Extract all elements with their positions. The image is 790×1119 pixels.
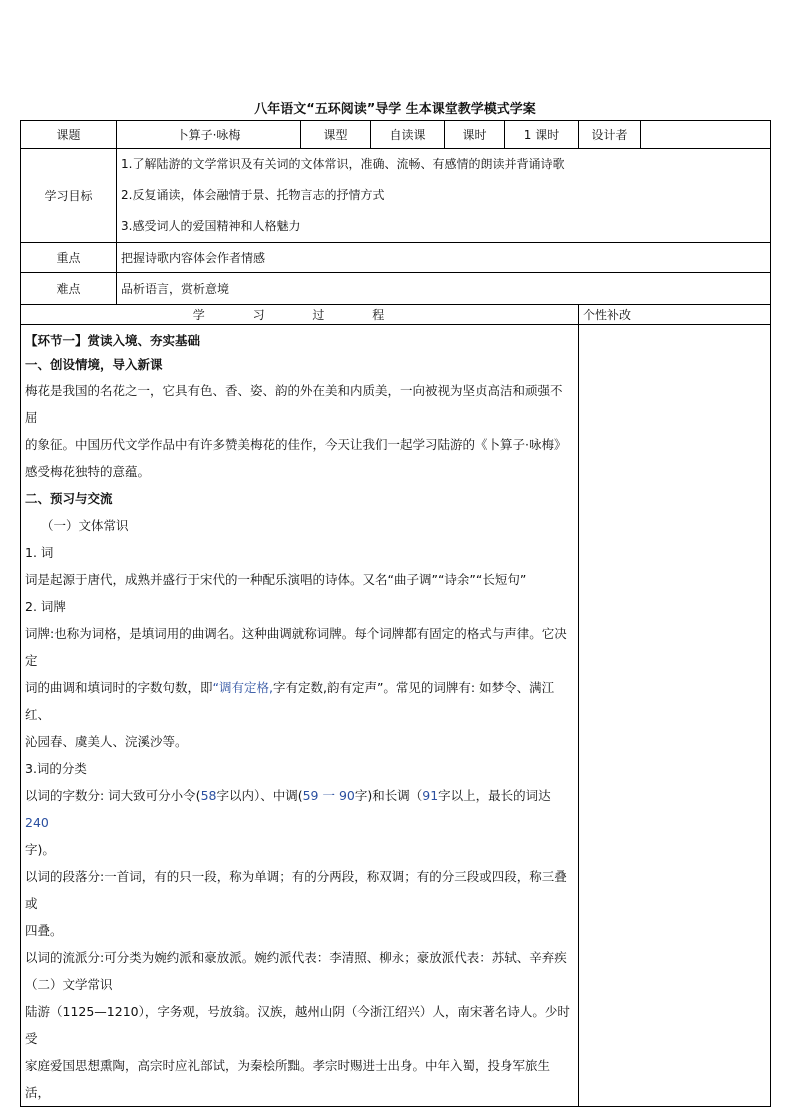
- lesson-plan-table: [20, 120, 771, 1107]
- type-label: 课型: [301, 121, 371, 149]
- side-notes-area: [579, 325, 771, 1107]
- process-header-row: [21, 305, 771, 325]
- paragraph: 感受梅花独特的意蕴。: [25, 464, 151, 479]
- paragraph: 家庭爱国思想熏陶，高宗时应礼部试，为秦桧所黜。孝宗时赐进士出身。中年入蜀，投身军旅生活，: [25, 1058, 551, 1100]
- part2-heading: 二、预习与交流: [25, 491, 113, 506]
- document-title: 八年语文“五环阅读”导学 生本课堂教学模式学案: [254, 102, 536, 117]
- text-span: 字)和长调（: [354, 788, 423, 803]
- header-row: [21, 121, 771, 149]
- paragraph: 以词的流派分:可分类为婉约派和豪放派。婉约派代表：李清照、柳永；豪放派代表：苏轼、辛弃疾: [25, 950, 567, 965]
- difficulty-row: [21, 273, 771, 305]
- text-span: 以词的字数分: 词大致可分小令(: [25, 788, 201, 803]
- paragraph: 梅花是我国的名花之一，它具有色、香、姿、韵的外在美和内质美，一向被视为坚贞高洁和顽强不屈: [25, 383, 563, 425]
- paragraph: 的象征。中国历代文学作品中有许多赞美梅花的佳作，今天让我们一起学习陆游的《卜算子·咏梅》: [25, 437, 567, 452]
- focus-value: 把握诗歌内容体会作者情感: [117, 243, 771, 273]
- goals-label: 学习目标: [21, 149, 117, 243]
- goals-row: [21, 149, 771, 243]
- course-label: 课题: [21, 121, 117, 149]
- goal-item: 2.反复诵读，体会融情于景、托物言志的抒情方式: [121, 188, 385, 202]
- goal-item: 1.了解陆游的文学常识及有关词的文体常识，准确、流畅、有感情的朗读并背诵诗歌: [121, 157, 565, 171]
- paragraph: 陆游（1125—1210），字务观，号放翁。汉族，越州山阴（今浙江绍兴）人，南宋著名诗人。少时受: [25, 1004, 570, 1046]
- hours-label: 课时: [445, 121, 505, 149]
- highlight-span: “调有定格,: [212, 680, 273, 695]
- focus-row: [21, 243, 771, 273]
- goal-item: 3.感受词人的爱国精神和人格魅力: [121, 219, 301, 233]
- number-span: 58: [200, 788, 217, 803]
- paragraph: 四叠。: [25, 923, 63, 938]
- type-value: 自读课: [371, 121, 445, 149]
- designer-label: 设计者: [579, 121, 641, 149]
- ci-heading: 1. 词: [25, 545, 54, 560]
- subsection-heading: （一）文体常识: [41, 518, 129, 533]
- text-span: 字有定数,韵有定声”。常见的词牌有: 如梦令、满江红、: [25, 680, 555, 722]
- difficulty-value: 品析语言，赏析意境: [117, 273, 771, 305]
- classification-heading: 3.词的分类: [25, 761, 87, 776]
- course-value: 卜算子·咏梅: [117, 121, 301, 149]
- text-span: 字以内）、中调(: [216, 788, 303, 803]
- difficulty-label: 难点: [21, 273, 117, 305]
- number-span: 240: [25, 815, 49, 830]
- hours-value: 1 课时: [505, 121, 579, 149]
- paragraph: 词牌:也称为词格，是填词用的曲调名。这种曲调就称词牌。每个词牌都有固定的格式与声律。它决定: [25, 626, 567, 668]
- goals-list: [117, 149, 771, 243]
- subsection-heading: （二）文学常识: [25, 977, 113, 992]
- paragraph: 沁园春、虞美人、浣溪沙等。: [25, 734, 188, 749]
- paragraph: [25, 782, 574, 836]
- lesson-content: [21, 325, 579, 1107]
- text-span: 字以上，最长的词达: [438, 788, 551, 803]
- paragraph: 词是起源于唐代，成熟并盛行于宋代的一种配乐演唱的诗体。又名“曲子调”“诗余”“长短句”: [25, 572, 527, 587]
- designer-value: [641, 121, 771, 149]
- paragraph: [25, 674, 574, 728]
- paragraph: 以词的段落分:一首词，有的只一段，称为单调；有的分两段，称双调；有的分三段或四段，称三叠或: [25, 869, 567, 911]
- number-span: 91: [422, 788, 439, 803]
- text-span: 词的曲调和填词时的字数句数，即: [25, 680, 213, 695]
- number-span: 59 一 90: [302, 788, 355, 803]
- paragraph: 字)。: [25, 842, 55, 857]
- process-label: 学 习 过 程: [21, 305, 579, 325]
- part1-heading: 一、创设情境，导入新课: [25, 357, 163, 372]
- content-row: [21, 325, 771, 1107]
- cipai-heading: 2. 词牌: [25, 599, 66, 614]
- side-notes-label: 个性补改: [579, 305, 771, 325]
- section1-heading: 【环节一】赏读入境、夯实基础: [25, 333, 201, 348]
- focus-label: 重点: [21, 243, 117, 273]
